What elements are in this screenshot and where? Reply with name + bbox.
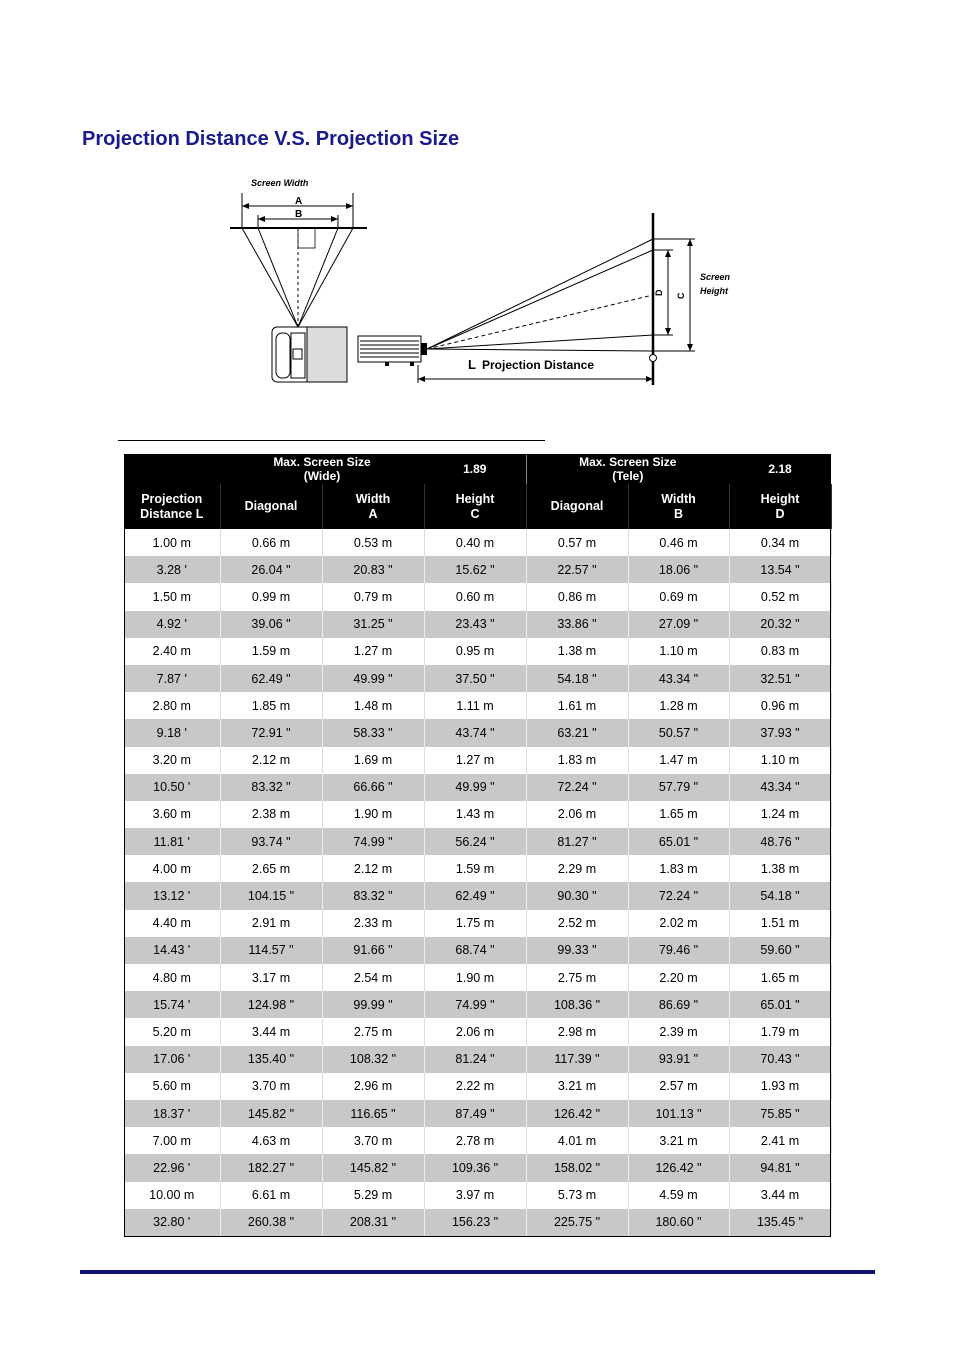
table-cell: 225.75 " xyxy=(526,1209,628,1236)
table-cell: 13.54 " xyxy=(729,556,831,583)
table-cell: 49.99 " xyxy=(424,774,526,801)
table-cell: 72.24 " xyxy=(526,774,628,801)
table-cell: 3.60 m xyxy=(124,801,220,828)
projection-table xyxy=(124,454,832,1236)
table-cell: 70.43 " xyxy=(729,1046,831,1073)
tele-size-label: Max. Screen Size (Tele) xyxy=(526,454,729,484)
table-cell: 5.29 m xyxy=(322,1182,424,1209)
table-cell: 1.51 m xyxy=(729,910,831,937)
table-cell: 7.87 ' xyxy=(124,665,220,692)
table-cell: 10.00 m xyxy=(124,1182,220,1209)
table-cell: 65.01 " xyxy=(628,828,729,855)
column-header: Diagonal xyxy=(526,484,628,529)
table-cell: 1.10 m xyxy=(729,747,831,774)
table-cell: 58.33 " xyxy=(322,719,424,746)
table-cell: 2.54 m xyxy=(322,964,424,991)
table-cell: 135.40 " xyxy=(220,1046,322,1073)
column-header: Projection Distance L xyxy=(124,484,220,529)
table-body xyxy=(124,529,831,1236)
table-cell: 109.36 " xyxy=(424,1154,526,1181)
table-row xyxy=(124,828,831,855)
projection-diagram xyxy=(225,175,745,390)
table-cell: 2.02 m xyxy=(628,910,729,937)
table-cell: 145.82 " xyxy=(322,1154,424,1181)
table-cell: 72.24 " xyxy=(628,882,729,909)
table-cell: 1.93 m xyxy=(729,1073,831,1100)
table-cell: 26.04 " xyxy=(220,556,322,583)
label-l: L xyxy=(468,357,476,372)
table-cell: 93.91 " xyxy=(628,1046,729,1073)
table-row xyxy=(124,937,831,964)
table-cell: 2.98 m xyxy=(526,1018,628,1045)
column-header: Height D xyxy=(729,484,831,529)
table-cell: 126.42 " xyxy=(526,1100,628,1127)
table-cell: 32.80 ' xyxy=(124,1209,220,1236)
wide-size-label: Max. Screen Size (Wide) xyxy=(220,454,424,484)
table-row xyxy=(124,1073,831,1100)
table-cell: 0.52 m xyxy=(729,583,831,610)
table-row xyxy=(124,529,831,556)
table-cell: 1.79 m xyxy=(729,1018,831,1045)
table-row xyxy=(124,1127,831,1154)
table-cell: 22.96 ' xyxy=(124,1154,220,1181)
table-cell: 3.20 m xyxy=(124,747,220,774)
table-cell: 59.60 " xyxy=(729,937,831,964)
table-cell: 99.33 " xyxy=(526,937,628,964)
table-cell: 158.02 " xyxy=(526,1154,628,1181)
table-cell: 1.11 m xyxy=(424,692,526,719)
table-cell: 0.86 m xyxy=(526,583,628,610)
table-cell: 1.83 m xyxy=(526,747,628,774)
table-cell: 2.75 m xyxy=(526,964,628,991)
table-cell: 2.75 m xyxy=(322,1018,424,1045)
table-cell: 0.46 m xyxy=(628,529,729,556)
table-cell: 156.23 " xyxy=(424,1209,526,1236)
tele-size-value: 2.18 xyxy=(729,454,831,484)
table-row xyxy=(124,1154,831,1181)
table-row xyxy=(124,1182,831,1209)
table-row xyxy=(124,801,831,828)
table-cell: 104.15 " xyxy=(220,882,322,909)
table-cell: 23.43 " xyxy=(424,611,526,638)
table-cell: 20.83 " xyxy=(322,556,424,583)
height-label: Height xyxy=(700,286,728,296)
table-cell: 135.45 " xyxy=(729,1209,831,1236)
table-cell: 101.13 " xyxy=(628,1100,729,1127)
table-cell: 108.36 " xyxy=(526,991,628,1018)
table-cell: 2.39 m xyxy=(628,1018,729,1045)
table-cell: 2.22 m xyxy=(424,1073,526,1100)
table-row xyxy=(124,692,831,719)
table-cell: 0.69 m xyxy=(628,583,729,610)
table-cell: 32.51 " xyxy=(729,665,831,692)
table-cell: 0.95 m xyxy=(424,638,526,665)
table-row xyxy=(124,910,831,937)
table-cell: 3.28 ' xyxy=(124,556,220,583)
table-cell: 4.80 m xyxy=(124,964,220,991)
column-header: Width B xyxy=(628,484,729,529)
label-c: C xyxy=(676,292,686,299)
table-cell: 2.12 m xyxy=(322,855,424,882)
table-cell: 117.39 " xyxy=(526,1046,628,1073)
table-cell: 48.76 " xyxy=(729,828,831,855)
table-cell: 1.00 m xyxy=(124,529,220,556)
table-cell: 2.41 m xyxy=(729,1127,831,1154)
table-cell: 1.24 m xyxy=(729,801,831,828)
table-cell: 4.92 ' xyxy=(124,611,220,638)
table-cell: 124.98 " xyxy=(220,991,322,1018)
table-cell: 83.32 " xyxy=(220,774,322,801)
table-cell: 37.50 " xyxy=(424,665,526,692)
table-cell: 4.59 m xyxy=(628,1182,729,1209)
table-cell: 43.34 " xyxy=(729,774,831,801)
table-cell: 1.27 m xyxy=(322,638,424,665)
table-cell: 75.85 " xyxy=(729,1100,831,1127)
table-cell: 2.20 m xyxy=(628,964,729,991)
table-row xyxy=(124,855,831,882)
table-cell: 1.50 m xyxy=(124,583,220,610)
table-cell: 7.00 m xyxy=(124,1127,220,1154)
table-cell: 2.33 m xyxy=(322,910,424,937)
table-cell: 114.57 " xyxy=(220,937,322,964)
table-row xyxy=(124,774,831,801)
table-cell: 15.62 " xyxy=(424,556,526,583)
table-row xyxy=(124,611,831,638)
table-cell: 20.32 " xyxy=(729,611,831,638)
table-cell: 2.80 m xyxy=(124,692,220,719)
table-cell: 99.99 " xyxy=(322,991,424,1018)
table-row xyxy=(124,1018,831,1045)
table-cell: 1.43 m xyxy=(424,801,526,828)
table-cell: 126.42 " xyxy=(628,1154,729,1181)
table-cell: 3.17 m xyxy=(220,964,322,991)
table-cell: 0.96 m xyxy=(729,692,831,719)
table-cell: 22.57 " xyxy=(526,556,628,583)
column-header: Height C xyxy=(424,484,526,529)
table-cell: 3.70 m xyxy=(220,1073,322,1100)
table-row xyxy=(124,665,831,692)
table-cell: 83.32 " xyxy=(322,882,424,909)
table-cell: 90.30 " xyxy=(526,882,628,909)
table-cell: 5.60 m xyxy=(124,1073,220,1100)
column-header: Width A xyxy=(322,484,424,529)
table-cell: 260.38 " xyxy=(220,1209,322,1236)
table-cell: 2.40 m xyxy=(124,638,220,665)
table-cell: 3.44 m xyxy=(729,1182,831,1209)
table-cell: 62.49 " xyxy=(424,882,526,909)
table-cell: 27.09 " xyxy=(628,611,729,638)
table-cell: 1.38 m xyxy=(729,855,831,882)
table-cell: 43.34 " xyxy=(628,665,729,692)
section-divider xyxy=(118,440,545,441)
table-cell: 3.70 m xyxy=(322,1127,424,1154)
table-cell: 6.61 m xyxy=(220,1182,322,1209)
footer-rule xyxy=(80,1270,875,1274)
table-cell: 2.91 m xyxy=(220,910,322,937)
table-cell: 1.90 m xyxy=(322,801,424,828)
table-cell: 1.47 m xyxy=(628,747,729,774)
table-header-sizes xyxy=(124,454,831,484)
table-cell: 93.74 " xyxy=(220,828,322,855)
table-cell: 14.43 ' xyxy=(124,937,220,964)
table-cell: 2.12 m xyxy=(220,747,322,774)
table-cell: 1.75 m xyxy=(424,910,526,937)
table-cell: 94.81 " xyxy=(729,1154,831,1181)
table-cell: 4.01 m xyxy=(526,1127,628,1154)
table-cell: 116.65 " xyxy=(322,1100,424,1127)
wide-size-value: 1.89 xyxy=(424,454,526,484)
projection-table-wrapper xyxy=(124,454,831,1236)
column-header: Diagonal xyxy=(220,484,322,529)
screen-width-label: Screen Width xyxy=(251,178,309,188)
table-cell: 3.97 m xyxy=(424,1182,526,1209)
table-cell: 1.69 m xyxy=(322,747,424,774)
table-cell: 63.21 " xyxy=(526,719,628,746)
table-cell: 1.27 m xyxy=(424,747,526,774)
table-row xyxy=(124,583,831,610)
table-cell: 0.99 m xyxy=(220,583,322,610)
table-cell: 2.65 m xyxy=(220,855,322,882)
table-cell: 62.49 " xyxy=(220,665,322,692)
table-cell: 18.37 ' xyxy=(124,1100,220,1127)
table-cell: 2.57 m xyxy=(628,1073,729,1100)
table-cell: 182.27 " xyxy=(220,1154,322,1181)
table-cell: 0.60 m xyxy=(424,583,526,610)
table-cell: 56.24 " xyxy=(424,828,526,855)
table-cell: 13.12 ' xyxy=(124,882,220,909)
table-cell: 1.65 m xyxy=(628,801,729,828)
table-cell: 3.21 m xyxy=(526,1073,628,1100)
table-cell: 5.73 m xyxy=(526,1182,628,1209)
table-cell: 65.01 " xyxy=(729,991,831,1018)
table-cell: 43.74 " xyxy=(424,719,526,746)
table-cell: 180.60 " xyxy=(628,1209,729,1236)
table-cell: 9.18 ' xyxy=(124,719,220,746)
table-cell: 18.06 " xyxy=(628,556,729,583)
table-cell: 0.53 m xyxy=(322,529,424,556)
table-cell: 2.52 m xyxy=(526,910,628,937)
table-cell: 4.63 m xyxy=(220,1127,322,1154)
table-cell: 87.49 " xyxy=(424,1100,526,1127)
table-cell: 74.99 " xyxy=(424,991,526,1018)
table-cell: 3.44 m xyxy=(220,1018,322,1045)
table-cell: 1.48 m xyxy=(322,692,424,719)
table-cell: 31.25 " xyxy=(322,611,424,638)
table-cell: 1.59 m xyxy=(424,855,526,882)
table-cell: 2.96 m xyxy=(322,1073,424,1100)
table-cell: 39.06 " xyxy=(220,611,322,638)
table-cell: 108.32 " xyxy=(322,1046,424,1073)
label-b: B xyxy=(295,209,303,220)
table-cell: 81.24 " xyxy=(424,1046,526,1073)
table-cell: 1.10 m xyxy=(628,638,729,665)
table-row xyxy=(124,638,831,665)
table-cell: 3.21 m xyxy=(628,1127,729,1154)
table-cell: 208.31 " xyxy=(322,1209,424,1236)
table-cell: 10.50 ' xyxy=(124,774,220,801)
table-cell: 17.06 ' xyxy=(124,1046,220,1073)
table-cell: 1.83 m xyxy=(628,855,729,882)
table-column-headers xyxy=(124,484,831,529)
table-cell: 54.18 " xyxy=(729,882,831,909)
table-cell: 91.66 " xyxy=(322,937,424,964)
table-cell: 2.06 m xyxy=(424,1018,526,1045)
table-cell: 2.29 m xyxy=(526,855,628,882)
table-cell: 66.66 " xyxy=(322,774,424,801)
table-cell: 33.86 " xyxy=(526,611,628,638)
table-cell: 68.74 " xyxy=(424,937,526,964)
table-row xyxy=(124,964,831,991)
table-cell: 0.83 m xyxy=(729,638,831,665)
screen-label: Screen xyxy=(700,272,731,282)
table-cell: 145.82 " xyxy=(220,1100,322,1127)
table-cell: 81.27 " xyxy=(526,828,628,855)
table-cell: 79.46 " xyxy=(628,937,729,964)
table-cell: 72.91 " xyxy=(220,719,322,746)
table-cell: 15.74 ' xyxy=(124,991,220,1018)
table-row xyxy=(124,747,831,774)
table-cell: 1.90 m xyxy=(424,964,526,991)
table-cell: 57.79 " xyxy=(628,774,729,801)
table-cell: 1.85 m xyxy=(220,692,322,719)
table-cell: 0.40 m xyxy=(424,529,526,556)
label-a: A xyxy=(295,196,303,207)
table-cell: 49.99 " xyxy=(322,665,424,692)
projection-distance-label: Projection Distance xyxy=(482,358,595,372)
table-cell: 1.28 m xyxy=(628,692,729,719)
table-cell: 74.99 " xyxy=(322,828,424,855)
table-row xyxy=(124,556,831,583)
table-cell: 5.20 m xyxy=(124,1018,220,1045)
table-cell: 1.61 m xyxy=(526,692,628,719)
table-row xyxy=(124,1046,831,1073)
table-cell: 37.93 " xyxy=(729,719,831,746)
table-cell: 4.40 m xyxy=(124,910,220,937)
table-cell: 1.59 m xyxy=(220,638,322,665)
table-cell: 0.66 m xyxy=(220,529,322,556)
table-cell: 0.34 m xyxy=(729,529,831,556)
table-cell: 2.06 m xyxy=(526,801,628,828)
table-cell: 0.79 m xyxy=(322,583,424,610)
table-cell: 4.00 m xyxy=(124,855,220,882)
table-row xyxy=(124,882,831,909)
table-row xyxy=(124,719,831,746)
page-title: Projection Distance V.S. Projection Size xyxy=(82,128,460,150)
table-row xyxy=(124,991,831,1018)
table-cell: 11.81 ' xyxy=(124,828,220,855)
table-cell: 50.57 " xyxy=(628,719,729,746)
table-row xyxy=(124,1100,831,1127)
table-cell: 86.69 " xyxy=(628,991,729,1018)
label-d: D xyxy=(654,289,664,296)
table-cell: 54.18 " xyxy=(526,665,628,692)
table-row xyxy=(124,1209,831,1236)
table-cell: 1.38 m xyxy=(526,638,628,665)
table-cell: 2.38 m xyxy=(220,801,322,828)
table-cell: 2.78 m xyxy=(424,1127,526,1154)
table-cell: 1.65 m xyxy=(729,964,831,991)
table-cell: 0.57 m xyxy=(526,529,628,556)
